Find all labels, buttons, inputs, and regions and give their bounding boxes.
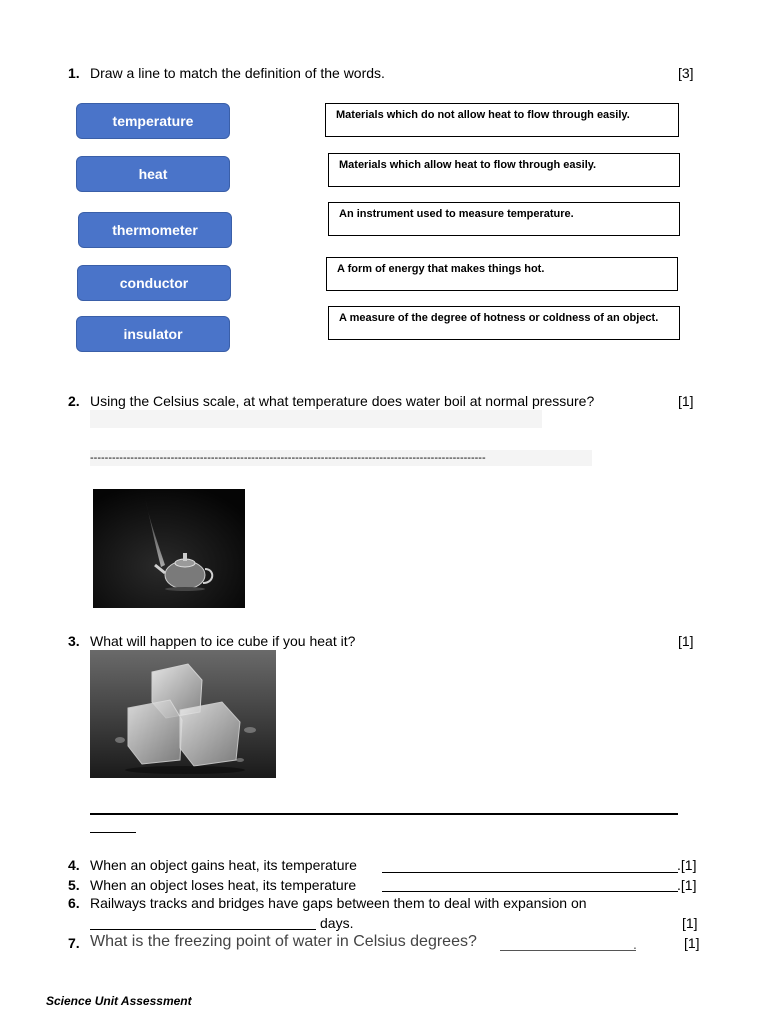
- q1-text: Draw a line to match the definition of the words.: [90, 65, 385, 81]
- q1-marks: [3]: [678, 65, 694, 81]
- q3-answer-line-2[interactable]: [90, 832, 136, 833]
- word-heat[interactable]: heat: [76, 156, 230, 192]
- q2-text: Using the Celsius scale, at what temperature does water boil at normal pressure?: [90, 393, 595, 409]
- q4-number: 4.: [68, 857, 80, 873]
- q7-text: What is the freezing point of water in Celsius degrees?: [90, 933, 477, 950]
- q5-number: 5.: [68, 877, 80, 893]
- ice-cubes-image: [90, 650, 276, 778]
- definition-box-4[interactable]: A form of energy that makes things hot.: [326, 257, 678, 291]
- q2-answer-area[interactable]: [90, 410, 542, 428]
- q6-suffix: days.: [320, 915, 354, 931]
- q3-text: What will happen to ice cube if you heat it?: [90, 633, 356, 649]
- q6-text: Railways tracks and bridges have gaps between them to deal with expansion on: [90, 895, 587, 911]
- q4-marks: .[1]: [677, 857, 697, 873]
- word-thermometer[interactable]: thermometer: [78, 212, 232, 248]
- q7-answer-line[interactable]: [500, 950, 636, 951]
- q4-text: When an object gains heat, its temperature: [90, 857, 357, 873]
- definition-box-3[interactable]: An instrument used to measure temperature.: [328, 202, 680, 236]
- q2-number: 2.: [68, 393, 80, 409]
- q3-number: 3.: [68, 633, 80, 649]
- word-conductor[interactable]: conductor: [77, 265, 231, 301]
- q7-marks: [1]: [684, 935, 700, 951]
- word-temperature[interactable]: temperature: [76, 103, 230, 139]
- definition-box-5[interactable]: A measure of the degree of hotness or coldness of an object.: [328, 306, 680, 340]
- q3-answer-line-1[interactable]: [90, 813, 678, 815]
- q2-marks: [1]: [678, 393, 694, 409]
- definition-box-1[interactable]: Materials which do not allow heat to flow through easily.: [325, 103, 679, 137]
- q5-text: When an object loses heat, its temperature: [90, 877, 357, 893]
- q6-answer-line[interactable]: [90, 929, 316, 930]
- word-insulator[interactable]: insulator: [76, 316, 230, 352]
- q7-blank-end: .: [633, 936, 637, 952]
- footer-title: Science Unit Assessment: [46, 994, 192, 1008]
- q7-number: 7.: [68, 935, 80, 951]
- q4-answer-line[interactable]: [382, 872, 678, 873]
- q1-number: 1.: [68, 65, 80, 81]
- q6-number: 6.: [68, 895, 80, 911]
- q2-answer-line[interactable]: ------------------------------------------------------------------------------------------------------------: [90, 450, 592, 466]
- q5-marks: .[1]: [677, 877, 697, 893]
- definition-box-2[interactable]: Materials which allow heat to flow through easily.: [328, 153, 680, 187]
- q5-answer-line[interactable]: [382, 891, 678, 892]
- teapot-steam-image: [93, 489, 245, 608]
- q3-marks: [1]: [678, 633, 694, 649]
- q6-marks: [1]: [682, 915, 698, 931]
